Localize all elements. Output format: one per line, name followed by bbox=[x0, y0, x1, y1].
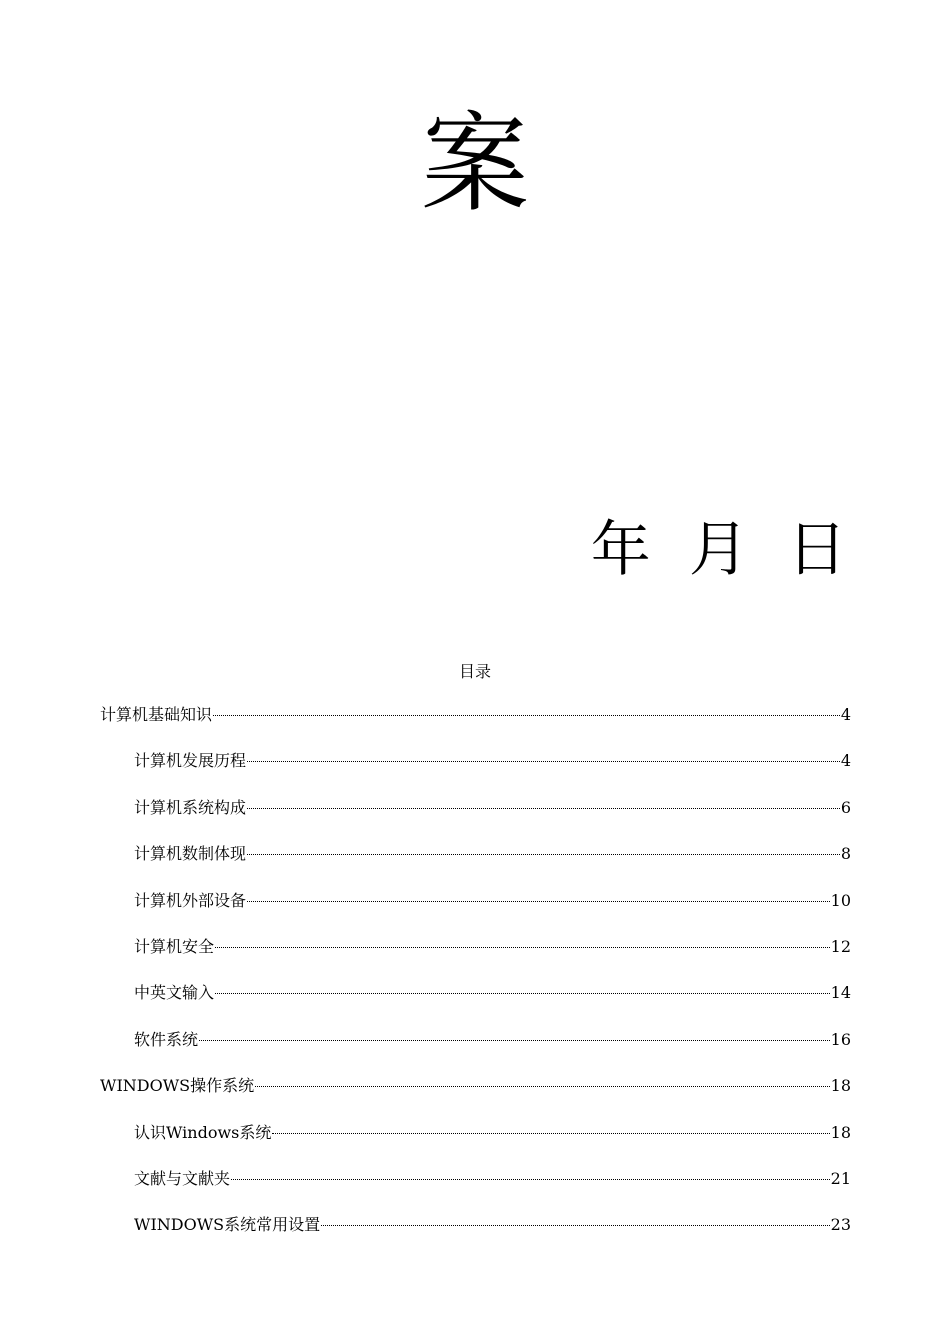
toc-entry[interactable] bbox=[100, 935, 851, 981]
toc-leader bbox=[247, 808, 840, 809]
toc-entry[interactable] bbox=[100, 1121, 851, 1167]
toc-leader bbox=[321, 1225, 830, 1226]
toc-leader bbox=[213, 715, 840, 716]
toc-entry[interactable] bbox=[100, 1213, 851, 1259]
toc-entry-label: WINDOWS操作系统 bbox=[100, 1076, 255, 1096]
toc-leader bbox=[215, 947, 830, 948]
toc-entry[interactable] bbox=[100, 749, 851, 795]
toc-entry[interactable] bbox=[100, 1028, 851, 1074]
toc-entry[interactable] bbox=[100, 703, 851, 749]
table-of-contents bbox=[100, 703, 851, 1260]
toc-leader bbox=[199, 1040, 830, 1041]
toc-entry[interactable] bbox=[100, 889, 851, 935]
toc-entry-page: 16 bbox=[830, 1029, 851, 1049]
toc-entry-page: 21 bbox=[830, 1168, 851, 1188]
toc-entry-page: 18 bbox=[830, 1076, 851, 1096]
toc-entry-page: 4 bbox=[840, 751, 851, 771]
toc-leader bbox=[247, 901, 830, 902]
toc-entry-label: 计算机数制体现 bbox=[134, 844, 247, 864]
toc-leader bbox=[272, 1133, 829, 1134]
toc-entry-page: 18 bbox=[830, 1122, 851, 1142]
toc-entry[interactable] bbox=[100, 1074, 851, 1120]
toc-entry-page: 8 bbox=[840, 844, 851, 864]
cover-title: 案 bbox=[420, 102, 529, 227]
toc-entry[interactable] bbox=[100, 1167, 851, 1213]
toc-entry[interactable] bbox=[100, 981, 851, 1027]
toc-entry[interactable] bbox=[100, 842, 851, 888]
toc-entry-page: 14 bbox=[830, 983, 851, 1003]
toc-heading: 目录 bbox=[458, 662, 491, 681]
toc-entry-page: 23 bbox=[830, 1215, 851, 1235]
toc-leader bbox=[247, 761, 840, 762]
toc-entry-page: 6 bbox=[840, 797, 851, 817]
toc-leader bbox=[255, 1086, 830, 1087]
toc-entry-label: 认识Windows系统 bbox=[134, 1122, 272, 1142]
toc-entry-label: 文献与文献夹 bbox=[134, 1168, 231, 1188]
toc-entry-label: 计算机外部设备 bbox=[134, 890, 247, 910]
toc-entry-label: 软件系统 bbox=[134, 1029, 199, 1049]
toc-entry-page: 10 bbox=[830, 890, 851, 910]
toc-entry-label: 计算机基础知识 bbox=[100, 705, 213, 724]
toc-leader bbox=[231, 1179, 830, 1180]
toc-entry-label: 计算机系统构成 bbox=[134, 797, 247, 817]
toc-entry-label: 计算机发展历程 bbox=[134, 751, 247, 771]
toc-leader bbox=[247, 854, 840, 855]
toc-entry-label: 计算机安全 bbox=[134, 936, 215, 956]
toc-entry-label: 中英文输入 bbox=[134, 983, 215, 1003]
toc-entry[interactable] bbox=[100, 796, 851, 842]
toc-entry-label: WINDOWS系统常用设置 bbox=[134, 1215, 321, 1235]
toc-leader bbox=[215, 993, 830, 994]
toc-entry-page: 12 bbox=[830, 936, 851, 956]
toc-entry-page: 4 bbox=[840, 705, 851, 724]
cover-date: 年 月 日 bbox=[590, 515, 847, 585]
